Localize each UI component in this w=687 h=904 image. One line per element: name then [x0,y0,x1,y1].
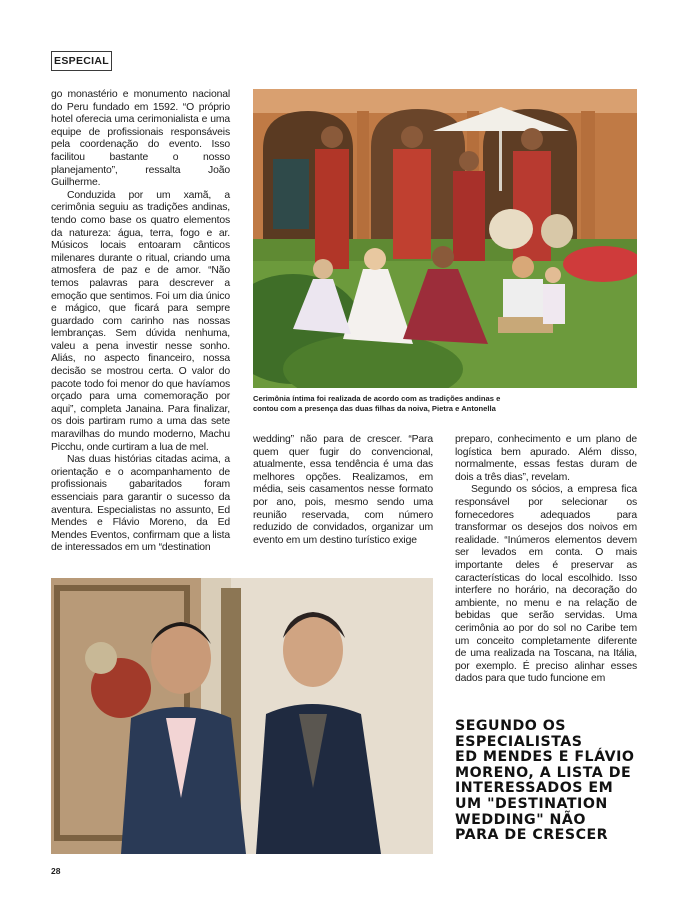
pull-quote-line: ED MENDES E FLÁVIO [455,749,635,766]
photo-caption [253,394,643,415]
pull-quote [455,719,645,844]
paragraph: Segundo os sócios, a empresa fica responsável por selecionar os fornecedores adequados para transformar os desejos dos noivos em realidade. “Inúmeros elementos devem ser levados em conta. O mais importante deles é preservar as características do local escolhido. Isso interfere no horário, na decoração do ambiente, no menu e na relação de bebidas que serão servidas. Uma cerimônia ao por do sol no Caribe tem um conceito completamente diferente de uma realizada na Toscana, na Itália, por exemplo. É preciso alinhar esses dados para que tudo funcione em [455,484,637,685]
text-column-2 [253,434,433,547]
paragraph: wedding” não para de crescer. “Para quem quer fugir do convencional, atualmente, essa tendência é uma das melhores opções. Realizamos, em média, seis casamentos nesse formato por ano, pois, mesmo sendo uma reunião reservada, com número reduzido de convidados, organizar um evento em um destino turístico exige [253,434,433,546]
page-number: 28 [51,866,61,876]
pull-quote-line: INTERESSADOS EM [455,780,614,797]
pull-quote-line: SEGUNDO OS [455,718,567,734]
pull-quote-line: WEDDING" NÃO [455,811,586,828]
partners-photo [51,578,433,854]
caption-line: contou com a presença das duas filhas da noiva, Pietra e Antonella [253,404,496,414]
paragraph: go monastério e monumento nacional do Peru fundado em 1592. “O próprio hotel oferecia uma cerimonialista e uma equipe de profissionais responsáveis pela coordenação do evento. Isso facilitou bastante o nosso planejamento”, ressalta João Guilherme. [51,89,230,189]
pull-quote-line: PARA DE CRESCER [455,827,609,844]
pull-quote-line: UM "DESTINATION [455,795,608,812]
ceremony-photo [253,89,637,388]
paragraph: Conduzida por um xamã, a cerimônia seguiu as tradições andinas, tendo como base os quatro elementos da natureza: água, terra, fogo e ar. Músicos locais entoaram cânticos milenares durante o ritual, criando uma atmosfera de paz e de amor. “Não temos palavras para descrever a emoção que sentimos. Foi um dia único e mágico, que ficará para sempre guardado com carinho nas nossas lembranças. Sem dúvida nenhuma, valeu a pena investir nesse sonho. Aliás, no aspecto financeiro, nossa decisão se mostrou certa. O valor do pacote todo foi menor do que havíamos orçado para uma comemoração por aqui”, completa Janaina. Para finalizar, os dois partiram rumo a uma das sete maravilhas do mundo moderno, Machu Picchu, onde curtiram a lua de mel. [51,189,230,453]
pull-quote-line: ESPECIALISTAS [455,733,583,750]
pull-quote-line: MORENO, A LISTA DE [455,764,632,781]
paragraph: Nas duas histórias citadas acima, a orientação e o acompanhamento de profissionais gabaritados foram essenciais para garantir o sucesso da aventura. Especialistas no assunto, Ed Mendes e Flávio Moreno, da Ed Mendes Eventos, confirmam que a lista de interessados em um “destination [51,454,230,554]
text-column-3 [455,434,637,686]
caption-line: Cerimônia íntima foi realizada de acordo com as tradições andinas e [253,394,501,403]
text-column-1 [51,89,230,555]
paragraph: preparo, conhecimento e um plano de logística bem apurado. Além disso, normalmente, essas festas duram de dois a três dias”, revelam. [455,434,637,483]
section-tag: ESPECIAL [51,51,112,71]
